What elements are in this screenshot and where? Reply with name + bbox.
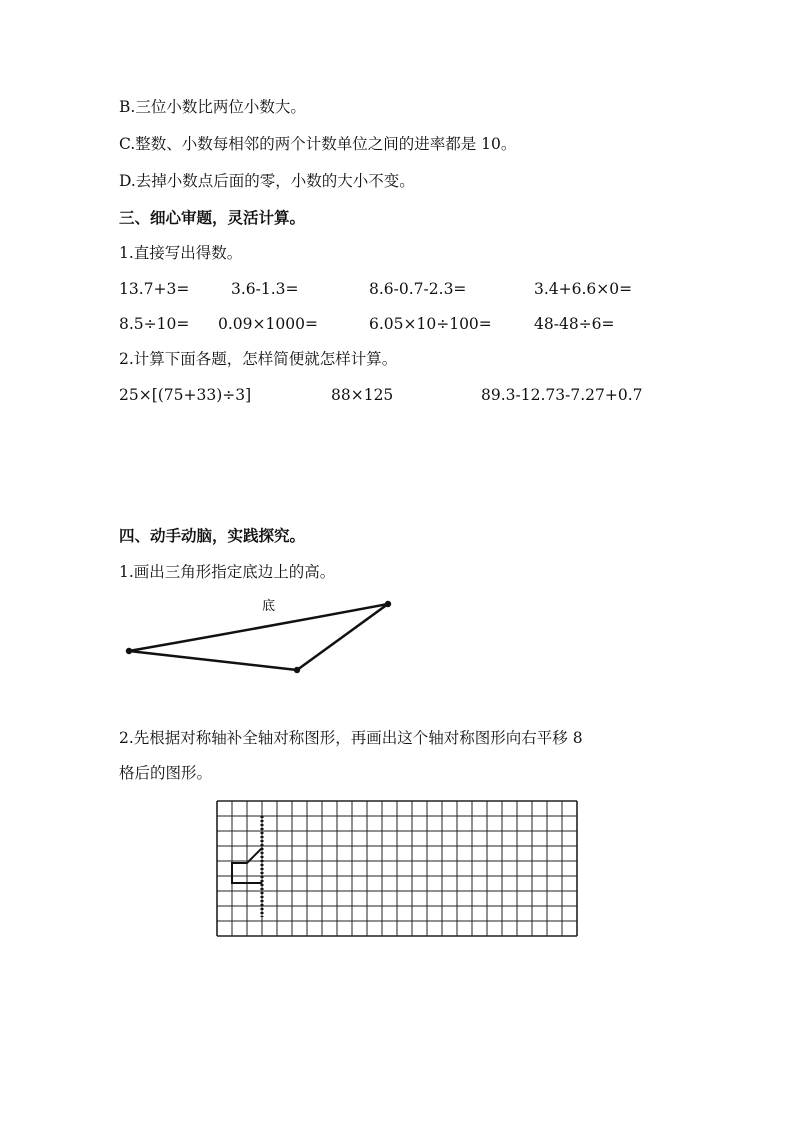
expr-48-minus: 48-48÷6= [534,315,615,333]
section3-q1-title: 1.直接写出得数。 [119,244,243,262]
section4-title: 四、动手动脑，实践探究。 [119,527,306,545]
triangle-base-side [129,604,388,651]
triangle-bottom-side [129,651,297,670]
expr-6-05: 6.05×10÷100= [369,315,492,333]
triangle-right-side [297,604,388,670]
option-d: D.去掉小数点后面的零，小数的大小不变。 [119,172,415,190]
base-label: 底 [262,599,276,614]
option-c: C.整数、小数每相邻的两个计数单位之间的进率都是 10。 [119,135,517,153]
expr-8-6-minus: 8.6-0.7-2.3= [369,280,467,298]
expr-3-6-minus-1-3: 3.6-1.3= [231,280,299,298]
section3-title: 三、细心审题，灵活计算。 [119,209,306,227]
expr-8-5-div-10: 8.5÷10= [119,315,190,333]
section4-q2-line1: 2.先根据对称轴补全轴对称图形，再画出这个轴对称图形向右平移 8 [119,729,583,747]
calc-88-times-125: 88×125 [331,386,394,404]
vertex-top-right [385,601,391,607]
expr-0-09-times-1000: 0.09×1000= [218,315,318,333]
expr-13-7-plus-3: 13.7+3= [119,280,190,298]
vertex-bottom [294,667,300,673]
grid-lines [217,801,577,936]
option-b: B.三位小数比两位小数大。 [119,98,306,116]
section4-q1-title: 1.画出三角形指定底边上的高。 [119,563,336,581]
section4-q2-line2: 格后的图形。 [119,764,213,782]
calc-25-times: 25×[(75+33)÷3] [119,386,252,404]
section3-q2-title: 2.计算下面各题，怎样简便就怎样计算。 [119,350,398,368]
half-shape [232,848,262,883]
vertex-left [126,648,132,654]
calc-89-3-minus: 89.3-12.73-7.27+0.7 [481,386,643,404]
expr-3-4-plus: 3.4+6.6×0= [534,280,633,298]
